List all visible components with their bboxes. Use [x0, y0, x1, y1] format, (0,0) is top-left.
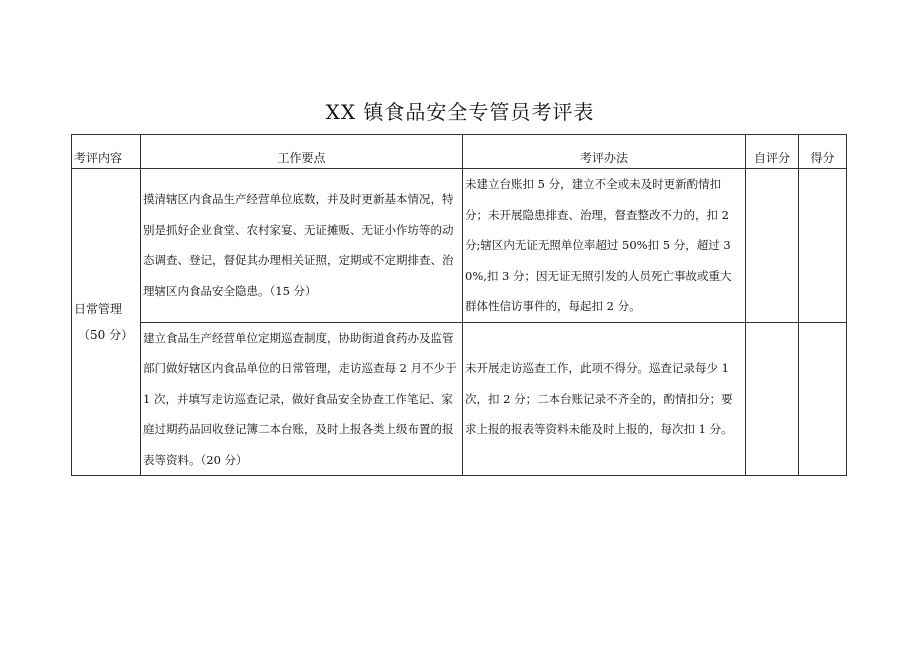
work-points-cell [141, 322, 463, 476]
evaluation-table [71, 134, 847, 476]
method-text: 未开展走访巡查工作，此项不得分。巡查记录每少 1 次，扣 2 分；二本台账记录不齐全的，酌情扣分；要求上报的报表等资料未能及时上报的，每次扣 1 分。 [465, 361, 733, 436]
work-points-cell [141, 169, 463, 323]
header-score: 得分 [799, 135, 847, 169]
header-evaluation-content: 考评内容 [72, 135, 141, 169]
category-score: （50 分） [78, 328, 134, 342]
score-cell[interactable] [799, 169, 847, 323]
work-points-text: 摸清辖区内食品生产经营单位底数，并及时更新基本情况，特别是抓好企业食堂、农村家宴、无证摊贩、无证小作坊等的动态调查、登记，督促其办理相关证照，定期或不定期排查、治理辖区内食品安全隐患。（15 分） [143, 192, 454, 298]
table-row [72, 169, 847, 323]
score-cell[interactable] [799, 322, 847, 476]
table-header-row [72, 135, 847, 169]
header-evaluation-method: 考评办法 [463, 135, 746, 169]
page-title: XX 镇食品安全专管员考评表 [325, 100, 595, 124]
method-cell [463, 322, 746, 476]
method-cell [463, 169, 746, 323]
header-work-points: 工作要点 [141, 135, 463, 169]
method-text: 未建立台账扣 5 分，建立不全或未及时更新酌情扣分；未开展隐患排查、治理，督查整改不力的，扣 2 分;辖区内无证无照单位率超过 50%扣 5 分，超过 30%,扣 3 分；因无证无照引发的人员死亡事故或重大群体性信访事件的，每起扣 2 分。 [465, 177, 732, 313]
self-score-cell[interactable] [746, 322, 799, 476]
header-self-score: 自评分 [746, 135, 799, 169]
category-cell [72, 169, 141, 476]
self-score-cell[interactable] [746, 169, 799, 323]
work-points-text: 建立食品生产经营单位定期巡查制度，协助街道食药办及监管部门做好辖区内食品单位的日常管理，走访巡查每 2 月不少于 1 次，并填写走访巡查记录，做好食品安全协查工作笔记、家庭过期药品回收登记簿二本台账，及时上报各类上级布置的报表等资料。（20 分） [143, 330, 457, 467]
category-label: 日常管理 [74, 302, 123, 316]
table-row [72, 322, 847, 476]
